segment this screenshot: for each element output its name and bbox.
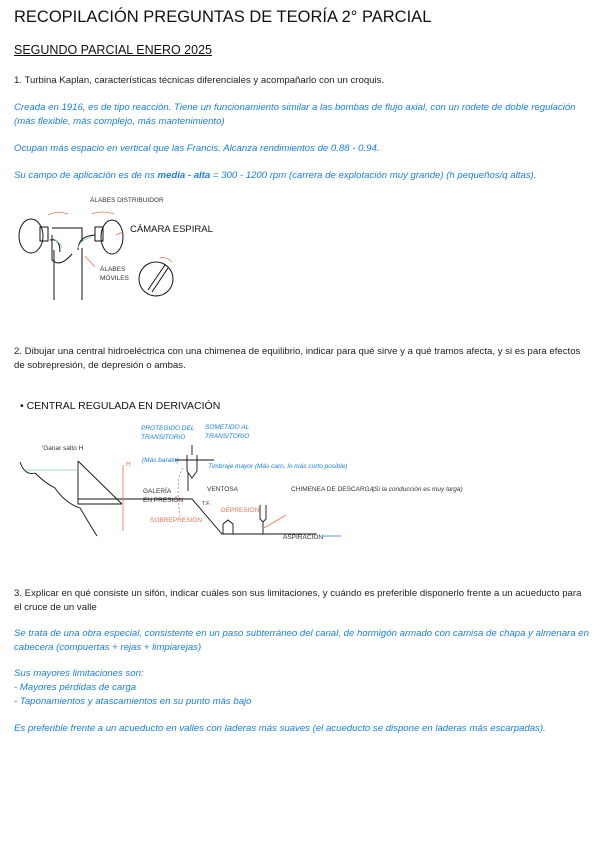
label-chimenea: CHIMENEA DE DESCARGA (291, 486, 375, 493)
answer-1-paragraph-2: Ocupan más espacio en vertical que las Francis. Alcanza rendimientos de 0.88 - 0.94. (14, 143, 380, 154)
label-depresion: DEPRESIÓN (221, 507, 260, 514)
label-moviles-1: ÁLABES (100, 266, 126, 273)
bold-text: media - alta (157, 170, 211, 181)
answer-1-paragraph-1: Creada en 1916, es de tipo reacción. Tiene un funcionamiento similar a las bombas de flujo axial, con un rodete de doble regulación (más flexible, más complejo, más mantenimiento) (14, 102, 576, 127)
label-ganar-salto: 'Ganar salto H (42, 445, 84, 452)
label-protegido-2: TRANSITORIO (141, 434, 186, 441)
answer-3-paragraph-3: Es preferible frente a un acueducto en valles con laderas más suaves (el acueducto se dispone en laderas más escarpadas). (14, 723, 546, 734)
answer-1-paragraph-3 (14, 169, 589, 183)
label-tf: T.F. (202, 501, 211, 507)
label-sometido-2: TRANSITORIO (205, 433, 250, 440)
section-heading: • CENTRAL REGULADA EN DERIVACIÓN (20, 400, 221, 412)
question-1: 1. Turbina Kaplan, características técnicas diferenciales y acompañarlo con un croquis. (14, 75, 385, 86)
label-mas-barato: (Más barato) (142, 457, 179, 464)
label-sometido-1: SOMETIDO AL (205, 424, 250, 431)
label-timbraje: Timbraje mayor (Más caro, lo más corto posible) (208, 463, 348, 470)
answer-3-list-item-2: - Taponamientos y atascamientos en su punto más bajo (14, 696, 252, 707)
section-subtitle: SEGUNDO PARCIAL ENERO 2025 (14, 43, 212, 57)
label-galeria-1: GALERÍA (143, 488, 172, 495)
label-protegido-1: PROTEGIDO DEL (141, 425, 195, 432)
question-3: 3. Explicar en qué consiste un sifón, indicar cuáles son sus limitaciones, y cuándo es preferible disponerlo frente a un acueducto para el cruce de un valle (14, 588, 582, 613)
answer-3-paragraph-2: Sus mayores limitaciones son: (14, 668, 144, 679)
text: Su campo de aplicación es de ns (14, 170, 158, 181)
text: = 300 - 1200 rpm (carrera de explotación muy grande) (h pequeños/q altas). (210, 170, 537, 181)
label-moviles-2: MÓVILES (100, 275, 129, 282)
page-title: RECOPILACIÓN PREGUNTAS DE TEORÍA 2° PARCIAL (14, 8, 432, 26)
label-galeria-2: EN PRESIÓN (143, 497, 184, 504)
kaplan-sketch (0, 190, 300, 310)
label-aspiracion: ASPIRACIÓN (283, 534, 324, 541)
hydro-plant-diagram (0, 418, 600, 548)
question-2: 2. Dibujar una central hidroeléctrica con una chimenea de equilibrio, indicar para qué sirve y a qué tramos afecta, y si es para efectos de sobrepresión, de depresión o ambas. (14, 346, 581, 371)
label-chimenea-note: (Si la conducción es muy larga) (372, 486, 463, 493)
label-distribuidor: ÁLABES DISTRIBUIDOR (90, 197, 164, 204)
label-ventosa: VENTOSA (207, 486, 238, 493)
answer-3-paragraph-1: Se trata de una obra especial, consistente en un paso subterráneo del canal, de hormigón armado con camisa de chapa y almenara en cabecera (compuertas + rejas + limpiarejas) (14, 628, 589, 653)
answer-3-list-item-1: - Mayores pérdidas de carga (14, 682, 137, 693)
label-camara: CÁMARA ESPIRAL (130, 224, 213, 235)
label-h: H (126, 461, 131, 468)
label-sobrepresion: SOBREPRESIÓN (150, 517, 203, 524)
